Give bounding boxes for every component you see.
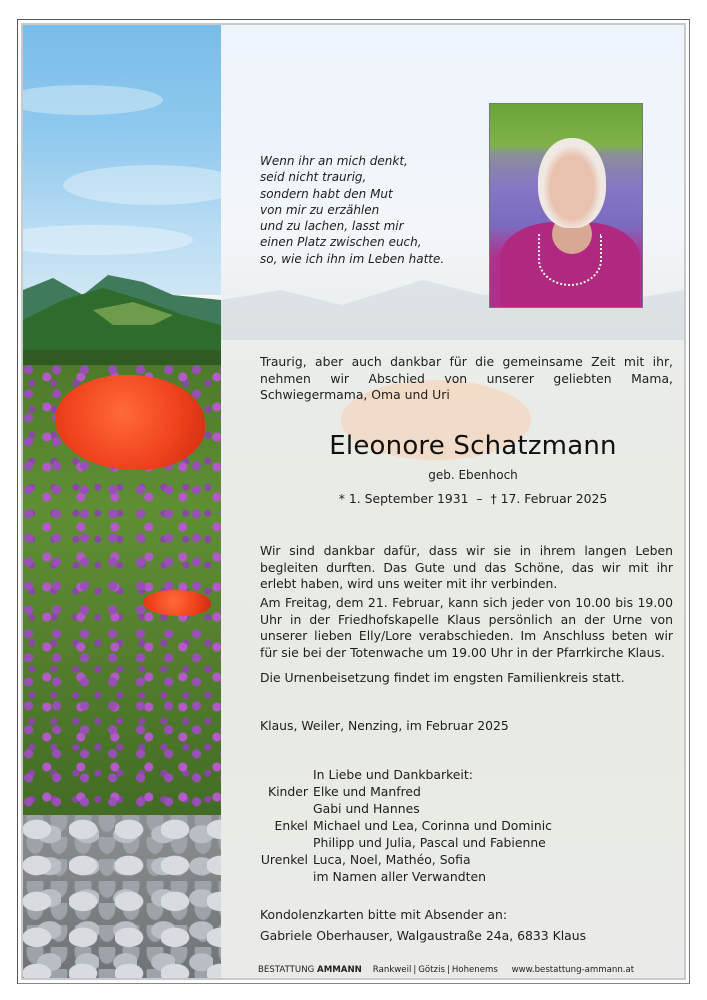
separator: | [413,965,417,975]
poem-line: von mir zu erzählen [260,202,380,217]
gratitude-paragraph: Wir sind dankbar dafür, dass wir sie in ihrem langen Leben begleiten durften. Das Gute und das Schöne, das wir mit ihr erlebt haben, wird uns weiter mit ihr verbinden. [260,543,673,591]
poem-line: einen Platz zwischen euch, [260,235,422,250]
location: Rankweil [372,965,412,975]
website-link[interactable]: www.bestattung-ammann.at [511,965,635,975]
landscape-photo-strip [23,25,221,978]
poem-line: Wenn ihr an mich denkt, [260,154,408,168]
family-relation [260,800,313,817]
location: Hohenems [451,965,498,975]
family-relation [260,868,313,885]
family-row [260,817,552,834]
family-names: Gabi und Hannes [313,801,420,816]
family-relation: Urenkel [260,852,308,867]
separator: | [446,965,450,975]
brand-name: AMMANN [317,965,362,975]
portrait-necklace [538,234,602,286]
family-names: Luca, Noel, Mathéo, Sofia [313,852,471,867]
poem-line: sondern habt den Mut [260,186,393,201]
deceased-name: Eleonore Schatzmann [329,431,617,461]
burial-paragraph: Die Urnenbeisetzung findet im engsten Familienkreis statt. [260,670,625,685]
mountains [23,270,221,380]
sky [23,25,221,295]
poppy-small [143,590,211,616]
obituary-card [17,19,690,984]
family-row [260,800,552,817]
poem-line: seid nicht traurig, [260,170,367,185]
condolence-label: Kondolenzkarten bitte mit Absender an: [260,907,508,922]
poem-line: so, wie ich ihn im Leben hatte. [260,251,445,266]
family-relation: Kinder [267,784,308,799]
farewell-details-paragraph: Am Freitag, dem 21. Februar, kann sich jeder von 10.00 bis 19.00 Uhr in der Friedhofskapelle Klaus persönlich an der Urne von unserer lieben Elly/Lore verabschieden. Im Anschluss beten wir für sie bei der Totenwache um 19.00 Uhr in der Pfarrkirche Klaus. [260,595,673,660]
poem-line: und zu lachen, lasst mir [260,219,404,234]
family-relation: Enkel [274,818,308,833]
family-relation [260,834,313,851]
card-inner-border [21,23,686,980]
portrait-photo [489,103,643,308]
condolence-address: Gabriele Oberhauser, Walgaustraße 24a, 6833 Klaus [260,927,587,943]
funeral-home-footer [258,965,634,975]
family-row [260,851,552,868]
condolence-block [260,905,586,946]
family-list [260,766,552,885]
family-row [260,834,552,851]
river-stones [23,815,221,978]
family-names: im Namen aller Verwandten [313,869,486,884]
location: Götzis [418,965,445,975]
place-date: Klaus, Weiler, Nenzing, im Februar 2025 [260,718,509,733]
family-names: Michael und Lea, Corinna und Dominic [313,818,552,833]
intro-text: Traurig, aber auch dankbar für die gemeinsame Zeit mit ihr, nehmen wir Abschied von unserer geliebten Mama, Schwiegermama, Oma und Uri [260,354,673,402]
poem [260,153,444,267]
family-row [260,783,552,800]
life-dates: * 1. September 1931 – † 17. Februar 2025 [338,491,608,506]
family-names: Elke und Manfred [313,784,421,799]
family-names: Philipp und Julia, Pascal und Fabienne [313,835,546,850]
portrait-face [538,138,606,228]
maiden-name: geb. Ebenhoch [428,468,518,482]
brand-prefix: BESTATTUNG [258,965,315,975]
family-row [260,868,552,885]
family-heading: In Liebe und Dankbarkeit: [313,767,473,782]
